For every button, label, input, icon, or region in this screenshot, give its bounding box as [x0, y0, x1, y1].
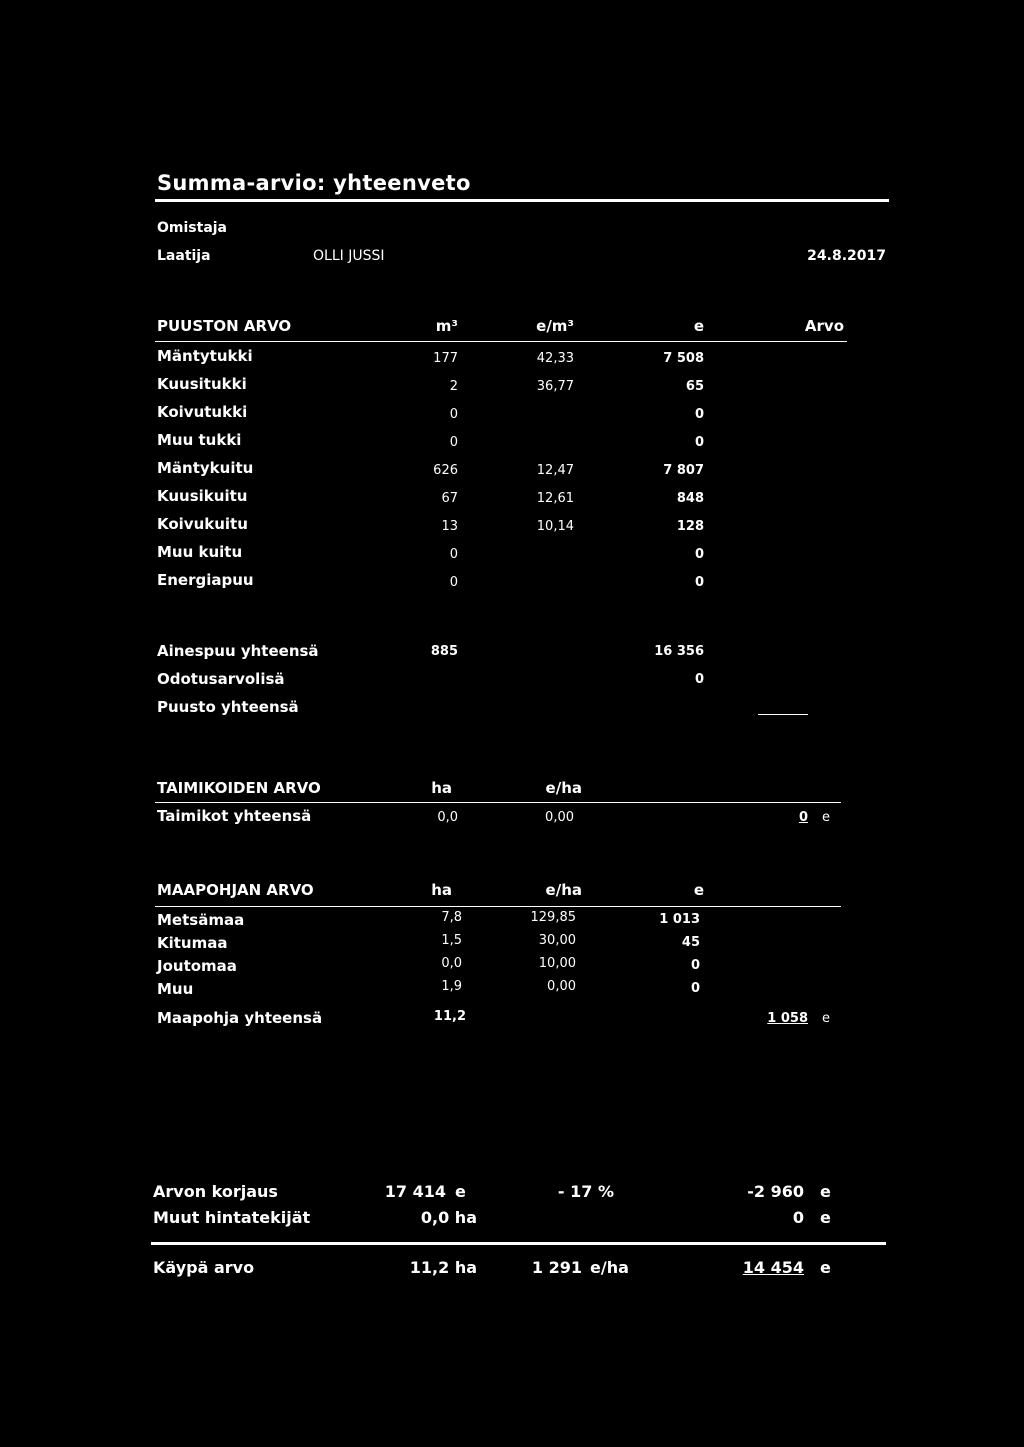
summary-divider — [151, 1242, 886, 1245]
row-name: Muu tukki — [157, 431, 242, 449]
land-header-divider — [155, 906, 841, 907]
land-total-ha: 11,2 — [433, 1009, 466, 1024]
stand-col-eur: e — [693, 317, 704, 335]
row-name: Koivukuitu — [157, 515, 248, 533]
row-eur-m3: 42,33 — [536, 351, 574, 366]
row-eur-ha: 0,00 — [547, 979, 576, 994]
report-date: 24.8.2017 — [807, 248, 886, 264]
row-eur-m3: 12,47 — [536, 463, 574, 478]
row-name: Muu kuitu — [157, 543, 243, 561]
land-col-ha: ha — [431, 881, 452, 899]
stand-total-value-line — [758, 714, 808, 715]
timber-total-m3: 885 — [430, 644, 458, 659]
row-eur: 128 — [676, 519, 704, 534]
row-eur: 45 — [681, 935, 700, 950]
row-eur-ha: 10,00 — [538, 956, 576, 971]
row-m3: 177 — [433, 351, 458, 366]
title-divider — [155, 199, 889, 202]
row-ha: 0,0 — [441, 956, 462, 971]
row-m3: 0 — [449, 547, 458, 562]
row-m3: 13 — [441, 519, 458, 534]
correction-value: -2 960 — [747, 1182, 804, 1201]
land-total-label: Maapohja yhteensä — [157, 1009, 323, 1027]
row-eur-m3: 36,77 — [536, 379, 574, 394]
row-name: Mäntykuitu — [157, 459, 254, 477]
row-eur-m3: 12,61 — [536, 491, 574, 506]
seedlings-total-value: 0 — [798, 810, 808, 825]
other-factors-ha: 0,0 ha — [420, 1208, 477, 1227]
correction-unit: e — [820, 1182, 831, 1201]
row-eur-ha: 30,00 — [538, 933, 576, 948]
row-ha: 7,8 — [441, 910, 462, 925]
row-ha: 1,5 — [441, 933, 462, 948]
market-value-total: 14 454 — [742, 1258, 804, 1277]
row-m3: 67 — [441, 491, 458, 506]
row-eur: 0 — [694, 407, 704, 422]
row-eur: 0 — [690, 958, 700, 973]
market-value-eur-ha: 1 291 — [531, 1258, 582, 1277]
author-label: Laatija — [157, 248, 211, 264]
stand-header-divider — [155, 341, 847, 342]
market-value-unit: e — [820, 1258, 831, 1277]
row-m3: 0 — [449, 575, 458, 590]
row-eur-ha: 129,85 — [530, 910, 576, 925]
seedlings-col-ha: ha — [431, 779, 452, 797]
land-total-unit: e — [822, 1011, 830, 1026]
row-eur: 0 — [690, 981, 700, 996]
row-eur-m3: 10,14 — [536, 519, 574, 534]
market-value-label: Käypä arvo — [153, 1258, 255, 1277]
row-eur: 0 — [694, 547, 704, 562]
row-eur: 7 508 — [663, 351, 704, 366]
land-col-eur-ha: e/ha — [545, 881, 582, 899]
row-m3: 626 — [433, 463, 458, 478]
row-name: Muu — [157, 980, 194, 998]
correction-percent: - 17 % — [557, 1182, 614, 1201]
seedlings-section-heading: TAIMIKOIDEN ARVO — [157, 779, 321, 797]
row-name: Joutomaa — [157, 957, 237, 975]
expectation-eur: 0 — [694, 672, 704, 687]
row-name: Kitumaa — [157, 934, 228, 952]
row-name: Koivutukki — [157, 403, 248, 421]
stand-col-eur-m3: e/m³ — [536, 317, 574, 335]
other-factors-label: Muut hintatekijät — [153, 1208, 311, 1227]
row-eur: 0 — [694, 435, 704, 450]
row-eur: 848 — [676, 491, 704, 506]
row-name: Kuusikuitu — [157, 487, 248, 505]
row-eur: 1 013 — [659, 912, 700, 927]
correction-amount-unit: e — [455, 1182, 466, 1201]
market-value-ha: 11,2 ha — [409, 1258, 477, 1277]
other-factors-unit: e — [820, 1208, 831, 1227]
stand-col-m3: m³ — [435, 317, 458, 335]
seedlings-header-divider — [155, 802, 841, 803]
row-m3: 2 — [449, 379, 458, 394]
land-section-heading: MAAPOHJAN ARVO — [157, 881, 314, 899]
row-eur: 65 — [685, 379, 704, 394]
land-total-value: 1 058 — [767, 1011, 808, 1026]
correction-amount: 17 414 — [384, 1182, 446, 1201]
timber-total-eur: 16 356 — [654, 644, 704, 659]
stand-total-label: Puusto yhteensä — [157, 698, 299, 716]
timber-total-label: Ainespuu yhteensä — [157, 642, 319, 660]
row-name: Kuusitukki — [157, 375, 247, 393]
author-name: OLLI JUSSI — [313, 248, 385, 264]
market-value-eur-ha-unit: e/ha — [590, 1258, 629, 1277]
seedlings-total-unit: e — [822, 810, 830, 825]
expectation-label: Odotusarvolisä — [157, 670, 285, 688]
row-m3: 0 — [449, 435, 458, 450]
row-m3: 0 — [449, 407, 458, 422]
correction-label: Arvon korjaus — [153, 1182, 278, 1201]
row-ha: 1,9 — [441, 979, 462, 994]
seedlings-total-eur-ha: 0,00 — [545, 810, 574, 825]
owner-label: Omistaja — [157, 220, 228, 236]
row-eur: 0 — [694, 575, 704, 590]
land-col-eur: e — [693, 881, 704, 899]
seedlings-total-label: Taimikot yhteensä — [157, 807, 312, 825]
stand-section-heading: PUUSTON ARVO — [157, 317, 292, 335]
other-factors-value: 0 — [792, 1208, 804, 1227]
page-title: Summa-arvio: yhteenveto — [157, 171, 471, 195]
row-name: Energiapuu — [157, 571, 254, 589]
seedlings-total-ha: 0,0 — [437, 810, 458, 825]
stand-col-value: Arvo — [804, 317, 844, 335]
seedlings-col-eur-ha: e/ha — [545, 779, 582, 797]
row-eur: 7 807 — [663, 463, 704, 478]
row-name: Mäntytukki — [157, 347, 253, 365]
row-name: Metsämaa — [157, 911, 245, 929]
